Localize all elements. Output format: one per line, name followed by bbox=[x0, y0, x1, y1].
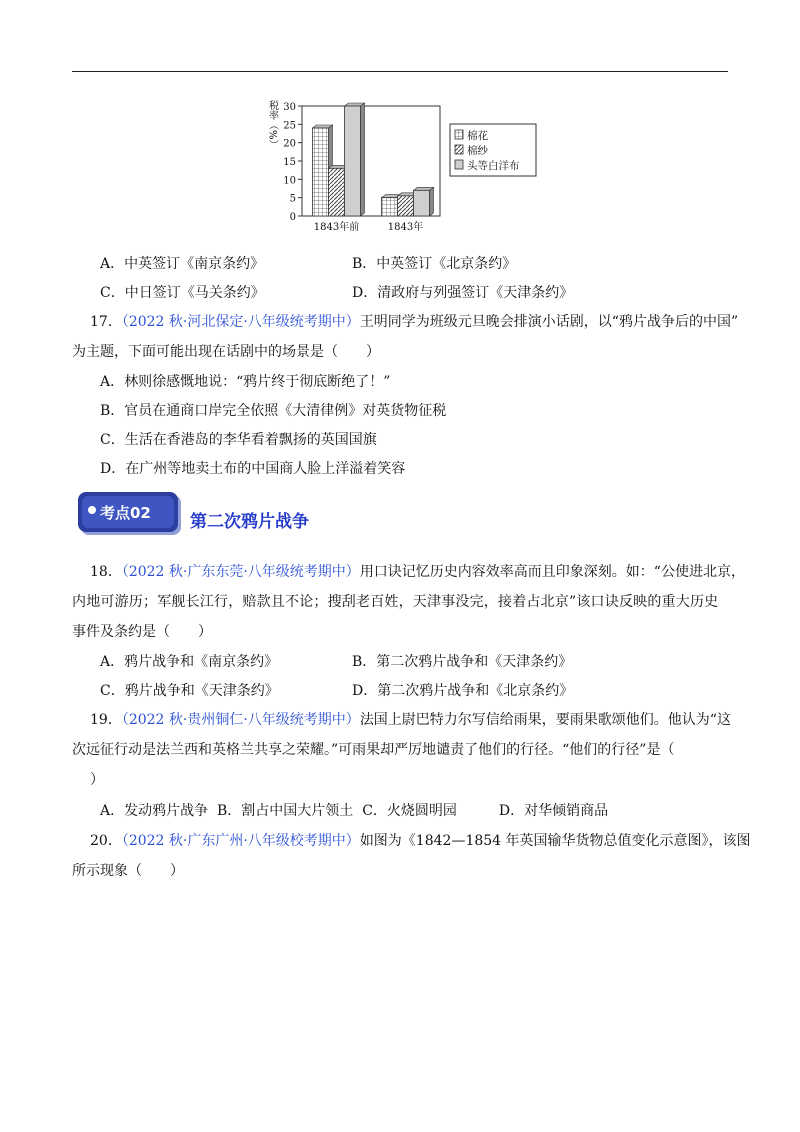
legend-label: 棉纱 bbox=[467, 145, 488, 157]
q17-option-c[interactable]: C．生活在香港岛的李华看着飘扬的英国国旗 bbox=[100, 432, 377, 448]
legend-label: 棉花 bbox=[467, 130, 488, 142]
q19-stem-line3: ） bbox=[90, 772, 104, 788]
q18-option-b[interactable]: B．第二次鸦片战争和《天津条约》 bbox=[352, 654, 573, 670]
bar-top bbox=[345, 103, 365, 106]
q18-text: 用口诀记忆历史内容效率高而且印象深刻。如：“公使进北京， bbox=[359, 564, 745, 580]
badge-label: 考点02 bbox=[100, 504, 151, 522]
bar-side bbox=[430, 187, 434, 216]
q18-option-a[interactable]: A．鸦片战争和《南京条约》 bbox=[100, 654, 279, 670]
q20-text: 如图为《1842—1854 年英国输华货物总值变化示意图》，该图 bbox=[359, 833, 751, 849]
tariff-bar-chart bbox=[262, 96, 542, 242]
q18-stem-line2: 内地可游历；军舰长江行，赔款且不论；搜刮老百姓，天津事没完，接着占北京”该口诀反映的重大历史 bbox=[72, 594, 719, 610]
bar bbox=[329, 168, 345, 216]
y-tick-label: 20 bbox=[283, 138, 296, 150]
q18-option-c[interactable]: C．鸦片战争和《天津条约》 bbox=[100, 683, 279, 699]
q17-stem-line1 bbox=[90, 314, 738, 330]
bar bbox=[398, 196, 414, 216]
header-rule bbox=[72, 71, 728, 72]
q19-stem-line2: 次远征行动是法兰西和英格兰共享之荣耀。”可雨果却严厉地谴责了他们的行径。“他们的行径”是（ bbox=[72, 742, 675, 758]
bar-side bbox=[361, 103, 365, 216]
y-tick-label: 15 bbox=[283, 157, 296, 168]
category-label: 1843年 bbox=[387, 222, 424, 233]
q17-option-b[interactable]: B．官员在通商口岸完全依照《大清律例》对英货物征税 bbox=[100, 403, 447, 419]
y-axis-label: 税率（%） bbox=[266, 100, 278, 150]
q16-option-c[interactable]: C．中日签订《马关条约》 bbox=[100, 285, 265, 301]
q18-number: 18． bbox=[90, 564, 122, 580]
q18-source: （2022 秋·广东东莞·八年级统考期中） bbox=[121, 564, 360, 580]
category-label: 1843年前 bbox=[313, 222, 360, 233]
q16-option-b[interactable]: B．中英签订《北京条约》 bbox=[352, 256, 517, 272]
q16-option-a[interactable]: A．中英签订《南京条约》 bbox=[100, 256, 265, 272]
section-badge bbox=[78, 492, 182, 538]
legend-swatch bbox=[455, 160, 463, 169]
q20-source: （2022 秋·广东广州·八年级校考期中） bbox=[121, 833, 360, 849]
bar bbox=[345, 106, 361, 216]
q18-stem-line1 bbox=[90, 564, 745, 580]
y-tick-label: 25 bbox=[283, 120, 296, 132]
q19-source: （2022 秋·贵州铜仁·八年级统考期中） bbox=[121, 712, 360, 728]
q19-text: 法国上尉巴特力尔写信给雨果，要雨果歌颂他们。他认为“这 bbox=[359, 712, 731, 728]
q17-option-d[interactable]: D．在广州等地卖土布的中国商人脸上洋溢着笑容 bbox=[100, 461, 406, 477]
y-tick-label: 30 bbox=[283, 102, 296, 113]
q16-option-d[interactable]: D．清政府与列强签订《天津条约》 bbox=[352, 285, 574, 301]
q19-number: 19． bbox=[90, 712, 122, 728]
bar bbox=[414, 190, 430, 216]
q17-stem-line2: 为主题，下面可能出现在话剧中的场景是（ ） bbox=[72, 344, 380, 360]
bar bbox=[382, 198, 398, 216]
badge-dot-icon bbox=[88, 506, 96, 514]
q18-stem-line3: 事件及条约是（ ） bbox=[72, 624, 212, 640]
legend-swatch bbox=[455, 130, 463, 139]
q20-number: 20． bbox=[90, 833, 122, 849]
bar-top bbox=[414, 187, 434, 190]
y-tick-label: 0 bbox=[289, 212, 296, 223]
q17-option-a[interactable]: A．林则徐感慨地说：“鸦片终于彻底断绝了！” bbox=[100, 374, 391, 390]
q17-source: （2022 秋·河北保定·八年级统考期中） bbox=[121, 314, 360, 330]
legend-label: 头等白洋布 bbox=[467, 160, 520, 172]
bar-top bbox=[313, 125, 333, 128]
q19-stem-line1 bbox=[90, 712, 731, 728]
y-tick-label: 10 bbox=[283, 175, 296, 187]
section-title: 第二次鸦片战争 bbox=[190, 512, 309, 532]
q20-stem-line1 bbox=[90, 833, 751, 849]
q17-number: 17． bbox=[90, 314, 122, 330]
q19-options[interactable]: A．发动鸦片战争 B．割占中国大片领土 C．火烧圆明园 D．对华倾销商品 bbox=[100, 803, 609, 819]
q18-option-d[interactable]: D．第二次鸦片战争和《北京条约》 bbox=[352, 683, 574, 699]
bar bbox=[313, 128, 329, 216]
y-tick-label: 5 bbox=[289, 193, 296, 205]
legend-swatch bbox=[455, 145, 463, 154]
q20-stem-line2: 所示现象（ ） bbox=[72, 863, 184, 879]
q17-text: 王明同学为班级元旦晚会排演小话剧，以“鸦片战争后的中国” bbox=[359, 314, 739, 330]
